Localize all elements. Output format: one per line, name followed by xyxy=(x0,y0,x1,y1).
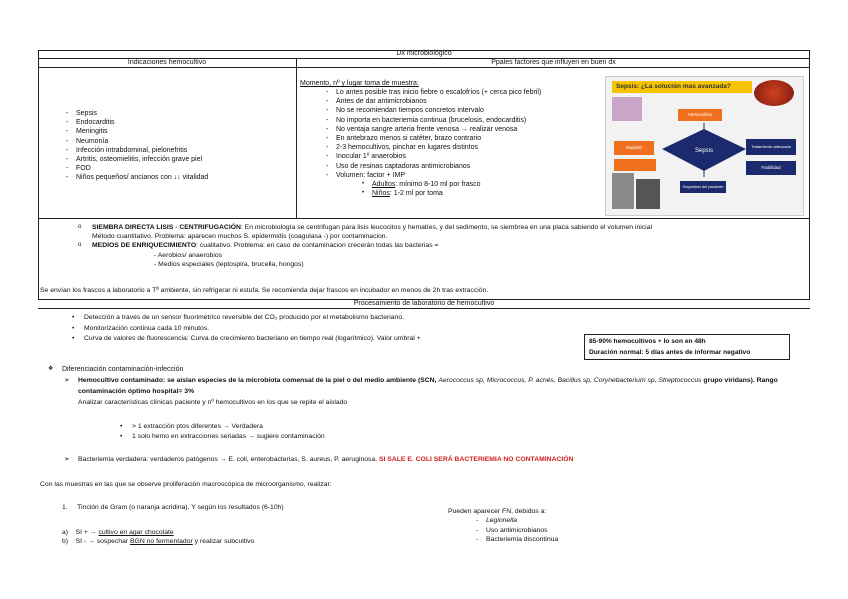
lab-header: Procesamiento de laboratorio de hemocultivo xyxy=(353,300,495,307)
list-item: - Sepsis xyxy=(76,109,286,118)
factors-heading: Momento, nº y lugar toma de muestra: xyxy=(300,80,419,87)
list-item: - No se recomiendan tiempos concretos intervalo xyxy=(336,106,600,115)
true-bacteremia: ➢ Bacteriemia verdadera: verdaderos patógenos → E. coli, enterobacterias, S. aureus, P. aeruginosa. SI SALE E. COLI SERÁ BACTERIEMIA NO CONTAMINACIÓN xyxy=(78,455,798,464)
list-item: - Meningitis xyxy=(76,127,286,136)
list-item: - 2-3 hemocultivos, pinchar en lugares distintos xyxy=(336,143,600,152)
method-item: o MEDIOS DE ENRIQUECIMIENTO: cualitativo. Problema: en caso de contaminacion crecerán todas las bacterias = xyxy=(92,241,804,250)
indications-list xyxy=(76,109,286,183)
list-item: - Artritis, osteomielitis, infección grave piel xyxy=(76,155,286,164)
slide-banner: Sepsis: ¿La solución mas avanzada? xyxy=(612,81,752,93)
diagram-center-label: Sepsis xyxy=(694,148,714,154)
contam-title: ❖ Diferenciación contaminación-infección xyxy=(62,365,183,374)
note-line: Duración normal: 5 días antes de informar negativo xyxy=(589,348,751,356)
step-a: a) SI + → cultivo en agar chocolate xyxy=(62,529,174,536)
sepsis-slide-image xyxy=(605,76,804,216)
method-item: o SIEMBRA DIRECTA LISIS - CENTRIFUGACIÓN: En microbiología se centrifugan para lisis leucocitos y hematíes, y del sedimento, se siembrea en una placa sabiendo el volumen inicial xyxy=(92,223,804,232)
list-item: - Volumen: factor + IMP xyxy=(336,171,600,180)
sub-item-children: • Niños: 1-2 ml por toma xyxy=(372,189,592,198)
list-item: - Neumonía xyxy=(76,137,286,146)
list-item: • Monitorización continua cada 10 minutos. xyxy=(84,324,604,335)
list-item: - FOD xyxy=(76,164,286,173)
method-item: Método cuantitativo. Problema: aparecen muchos S. epidermidis (coagulasa -) por contaminacion. xyxy=(92,233,388,241)
box-rapidez: Rapidez xyxy=(614,141,654,155)
list-item: - Lo antes posible tras inicio fiebre o escalofríos (+ cerca pico febril) xyxy=(336,88,600,97)
box-fiabilidad: Fiabilidad xyxy=(746,161,796,175)
macro-note: Con las muestras en las que se observe proliferación macroscópica de microorganismo, realizar: xyxy=(40,481,332,488)
fn-list xyxy=(486,516,686,545)
col-header-indications: Indicaciones hemocultivo xyxy=(127,59,207,66)
volume-sublist xyxy=(372,180,592,198)
step-b: b) SI - → sospechar BGN no fermentador y realizar subcultivo xyxy=(62,538,255,545)
list-item: • > 1 extracción ptos diferentes → Verdadera xyxy=(132,422,452,432)
list-item: - No importa en bacteriemia continua (brucelosis, endocarditis) xyxy=(336,116,600,125)
lab-bullets xyxy=(84,313,604,345)
methods-list xyxy=(92,223,804,269)
list-item: - Inocular 1º anaerobios xyxy=(336,152,600,161)
sub-item-adults: • Adultos: mínimo 8-10 ml por frasco xyxy=(372,180,592,189)
list-item: - Legionella xyxy=(486,516,686,526)
list-item: - Uso antimicrobianos xyxy=(486,526,686,536)
list-item: - Niños pequeños/ ancianos con ↓↓ vitalidad xyxy=(76,173,286,182)
factors-list xyxy=(336,88,600,180)
note-box xyxy=(584,334,790,360)
list-item: - Bacteriemia discontinua xyxy=(486,535,686,545)
list-item: - Infección intrabdominal, pielonefritis xyxy=(76,146,286,155)
document-page xyxy=(38,50,810,550)
orange-info-box xyxy=(614,159,656,171)
fn-title: Pueden aparecer FN, debidos a: xyxy=(448,508,547,515)
contam-sublist xyxy=(132,422,452,442)
gram-step: 1. Tinción de Gram (o naranja acridina). Y según los resultados (6-10h) xyxy=(62,504,284,511)
list-item: • 1 solo hemo en extracciones seriadas → sugiere contaminación xyxy=(132,432,452,442)
list-item: - Endocarditis xyxy=(76,118,286,127)
method-sub: - Medios especiales (leptospira, brucella, hongos) xyxy=(154,260,304,268)
list-item: • Detección a través de un sensor fluorimétrico reversible del CO₂ producido por el metabolismo bacteriano. xyxy=(84,313,604,324)
list-item: • Curva de valores de fluorescencia: Curva de crecimiento bacteriano en tiempo real (logarítmico). Valor umbral + xyxy=(84,334,604,345)
contam-text: ➢ Hemocultivo contaminado: se aíslan especies de la microbiota comensal de la piel o del medio ambiente (SCN, Aerococcus sp, Micrococcus, P. acnés, Bacillus sp, Corynebacterium sp, Streptococcus grupo viridans). Rango contaminación óptimo hospital= 3% Analizar características clínicas paciente y nº hemocultivos en los que se repite el aislado xyxy=(78,375,798,408)
table-title: Dx microbiológico xyxy=(396,50,452,57)
transport-note: Se envían los frascos a laboratorio a Tª ambiente, sin refrigerar ni estufa. Se recomienda dejar frascos en incubador en menos de 2h tras extracción. xyxy=(40,287,489,294)
box-tratamiento: Tratamiento adecuado xyxy=(746,139,796,155)
note-line: 85-90% hemocultivos + lo son en 48h xyxy=(589,338,706,345)
box-hemocultivo: Hemocultivo xyxy=(678,109,722,121)
list-item: - Antes de dar antimicrobianos xyxy=(336,97,600,106)
method-sub: - Aerobios/ anaerobios xyxy=(154,251,223,259)
list-item: - En antebrazo menos si catéter, brazo contrario xyxy=(336,134,600,143)
box-seguridad: Seguridad del paciente xyxy=(680,181,726,193)
col-header-factors: Ppales factores que influyen en buen dx xyxy=(491,59,616,66)
list-item: - No ventaja sangre arteria frente venosa → realizar venosa xyxy=(336,125,600,134)
list-item: - Uso de resinas captadoras antimicrobianos xyxy=(336,162,600,171)
